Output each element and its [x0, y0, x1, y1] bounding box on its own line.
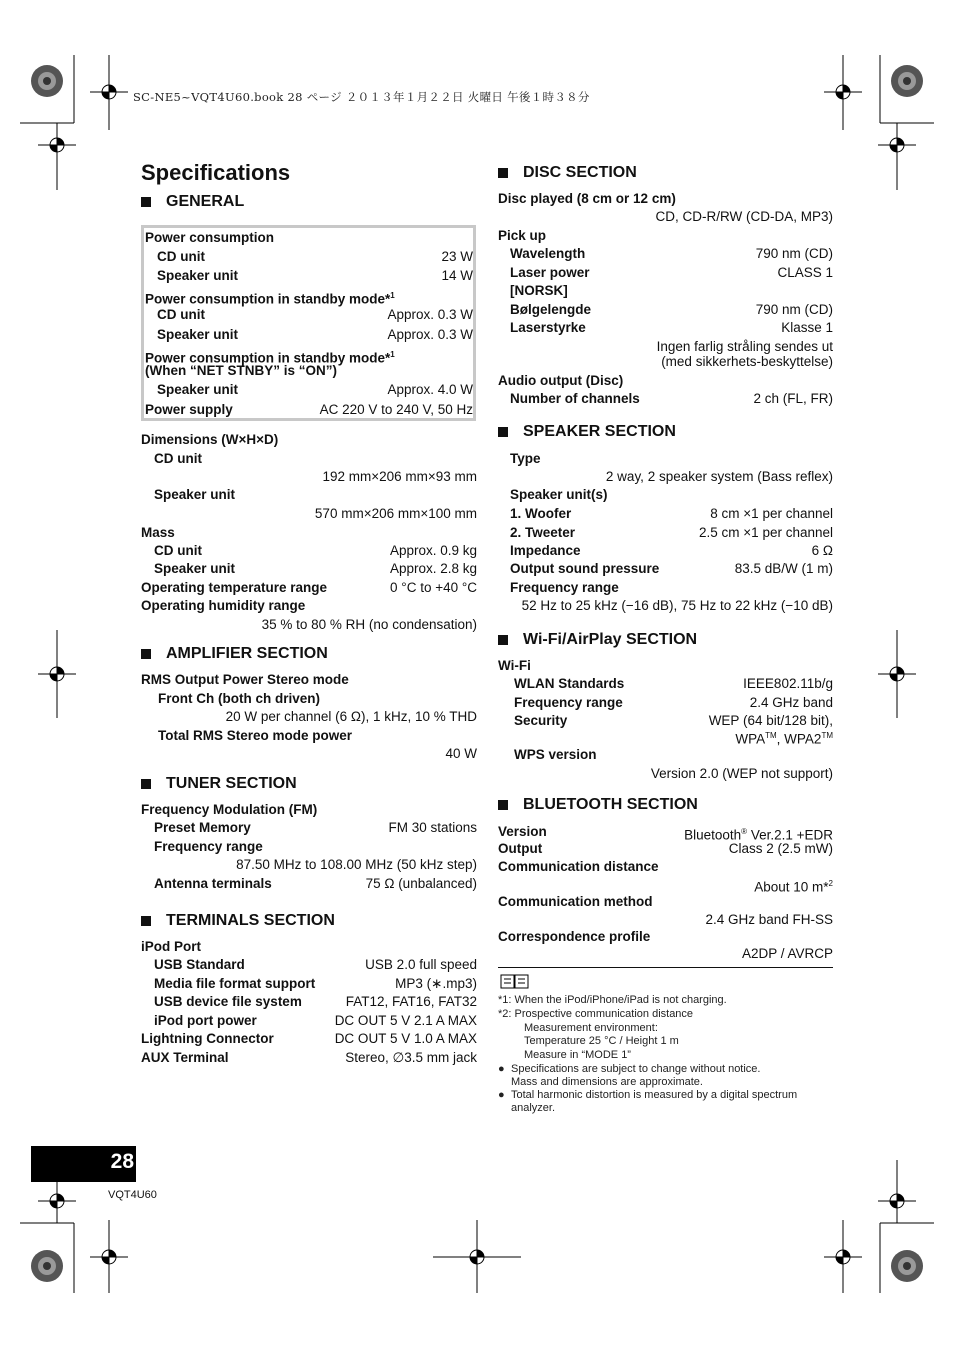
disc-played-label: Disc played (8 cm or 12 cm) [498, 191, 676, 206]
speaker-heading: SPEAKER SECTION [498, 423, 676, 441]
square-bullet-icon [141, 197, 151, 207]
doc-code: VQT4U60 [108, 1189, 157, 1201]
amplifier-heading: AMPLIFIER SECTION [141, 645, 328, 663]
square-bullet-icon [498, 635, 508, 645]
op-hum-value: 35 % to 80 % RH (no condensation) [261, 617, 477, 632]
bullet-icon: ● [498, 1089, 505, 1101]
power-supply-value: AC 220 V to 240 V, 50 Hz [319, 402, 473, 417]
media-value: MP3 (∗.mp3) [395, 976, 477, 991]
speaker-freq-value: 52 Hz to 25 kHz (−16 dB), 75 Hz to 22 kHz (−10 dB) [521, 598, 833, 613]
wlan-value: IEEE802.11b/g [743, 676, 833, 691]
security-value-1: WEP (64 bit/128 bit), [708, 713, 833, 728]
mass-cd-label: CD unit [154, 543, 202, 558]
method-value: 2.4 GHz band FH-SS [705, 912, 833, 927]
channels-label: Number of channels [510, 391, 640, 406]
bullet-note-1a: Specifications are subject to change without notice. [511, 1063, 761, 1075]
wavelength-value: 790 nm (CD) [755, 246, 833, 261]
norsk-label: [NORSK] [510, 283, 568, 298]
dimensions-label: Dimensions (W×H×D) [141, 432, 279, 447]
note-4: Temperature 25 °C / Height 1 m [524, 1035, 679, 1047]
aux-label: AUX Terminal [141, 1050, 229, 1065]
tweeter-value: 2.5 cm ×1 per channel [699, 525, 833, 540]
cd-unit-label-2: CD unit [157, 307, 205, 322]
aux-value: Stereo, ∅3.5 mm jack [345, 1050, 477, 1065]
osp-label: Output sound pressure [510, 561, 660, 576]
square-bullet-icon [498, 427, 508, 437]
preset-label: Preset Memory [154, 820, 251, 835]
disc-played-value: CD, CD-R/RW (CD-DA, MP3) [655, 209, 833, 224]
ingen-line-1: Ingen farlig stråling sendes ut [656, 339, 833, 354]
media-label: Media file format support [154, 976, 316, 991]
bullet-note-2b: analyzer. [511, 1102, 556, 1114]
dim-speaker-value: 570 mm×206 mm×100 mm [314, 506, 477, 521]
impedance-label: Impedance [510, 543, 581, 558]
antenna-value: 75 Ω (unbalanced) [365, 876, 477, 891]
woofer-label: 1. Woofer [510, 506, 572, 521]
power-consumption-label: Power consumption [145, 230, 275, 245]
ipod-port-label: iPod Port [141, 939, 201, 954]
method-label: Communication method [498, 894, 653, 909]
osp-value: 83.5 dB/W (1 m) [734, 561, 833, 576]
security-label: Security [514, 713, 568, 728]
usb-fs-label: USB device file system [154, 994, 302, 1009]
power-supply-label: Power supply [145, 402, 233, 417]
bluetooth-heading: BLUETOOTH SECTION [498, 796, 698, 814]
speaker-freq-label: Frequency range [510, 580, 619, 595]
op-temp-value: 0 °C to +40 °C [390, 580, 477, 595]
laser-label: Laser power [510, 265, 590, 280]
usb-fs-value: FAT12, FAT16, FAT32 [345, 994, 477, 1009]
speaker-unit-value: 14 W [441, 268, 473, 283]
square-bullet-icon [498, 800, 508, 810]
ipod-power-value: DC OUT 5 V 2.1 A MAX [334, 1013, 477, 1028]
note-3: Measurement environment: [524, 1022, 658, 1034]
note-2: *2: Prospective communication distance [498, 1008, 694, 1020]
speaker-unit-label-2: Speaker unit [157, 327, 239, 342]
pickup-label: Pick up [498, 228, 547, 243]
distance-value: About 10 m*$^2$ [754, 879, 833, 895]
cd-unit-label: CD unit [157, 249, 205, 264]
output-label: Output [498, 841, 543, 856]
square-bullet-icon [498, 168, 508, 178]
wifi-heading: Wi-Fi/AirPlay SECTION [498, 631, 697, 649]
ingen-line-2: (med sikkerhets-beskyttelse) [661, 354, 833, 369]
laser-value: CLASS 1 [777, 265, 833, 280]
laserstyrke-value: Klasse 1 [781, 320, 833, 335]
tweeter-label: 2. Tweeter [510, 525, 576, 540]
wlan-label: WLAN Standards [514, 676, 625, 691]
book-icon [500, 974, 530, 990]
usb-std-value: USB 2.0 full speed [365, 957, 477, 972]
front-ch-value: 20 W per channel (6 Ω), 1 kHz, 10 % THD [225, 709, 477, 724]
square-bullet-icon [141, 779, 151, 789]
dim-cd-value: 192 mm×206 mm×93 mm [322, 469, 477, 484]
page-number: 28 [110, 1150, 134, 1173]
square-bullet-icon [141, 916, 151, 926]
speaker-unit-net-value: Approx. 4.0 W [387, 382, 473, 397]
version-value: Bluetooth® Ver.2.1 +EDR [684, 827, 833, 843]
total-rms-label: Total RMS Stereo mode power [158, 728, 353, 743]
cd-unit-value: 23 W [441, 249, 473, 264]
wifi-label: Wi-Fi [498, 658, 531, 673]
version-label: Version [498, 824, 547, 839]
terminals-heading: TERMINALS SECTION [141, 912, 335, 930]
antenna-label: Antenna terminals [154, 876, 272, 891]
net-stnby-label: (When “NET STNBY” is “ON”) [145, 363, 337, 378]
standby-label: Power consumption in standby mode*$^1$ [145, 291, 395, 307]
mass-speaker-value: Approx. 2.8 kg [389, 561, 477, 576]
mass-cd-value: Approx. 0.9 kg [389, 543, 477, 558]
notes-divider [498, 967, 833, 968]
note-5: Measure in “MODE 1” [524, 1049, 631, 1061]
bullet-icon: ● [498, 1063, 505, 1075]
square-bullet-icon [141, 649, 151, 659]
channels-value: 2 ch (FL, FR) [753, 391, 833, 406]
total-rms-value: 40 W [445, 746, 477, 761]
speaker-unit-label: Speaker unit [157, 268, 239, 283]
mass-label: Mass [141, 525, 175, 540]
bolge-label: Bølgelengde [510, 302, 592, 317]
laserstyrke-label: Laserstyrke [510, 320, 586, 335]
preset-value: FM 30 stations [388, 820, 477, 835]
tuner-freq-value: 87.50 MHz to 108.00 MHz (50 kHz step) [236, 857, 477, 872]
wifi-freq-label: Frequency range [514, 695, 623, 710]
profile-label: Correspondence profile [498, 929, 651, 944]
woofer-value: 8 cm ×1 per channel [710, 506, 833, 521]
wps-value: Version 2.0 (WEP not support) [650, 766, 833, 781]
wps-label: WPS version [514, 747, 597, 762]
dim-speaker-label: Speaker unit [154, 487, 236, 502]
note-1: *1: When the iPod/iPhone/iPad is not charging. [498, 994, 727, 1006]
ipod-power-label: iPod port power [154, 1013, 257, 1028]
speaker-unit-standby-value: Approx. 0.3 W [387, 327, 473, 342]
page-title: Specifications [141, 160, 291, 185]
type-label: Type [510, 451, 541, 466]
disc-heading: DISC SECTION [498, 164, 637, 182]
speaker-unit-label-3: Speaker unit [157, 382, 239, 397]
bolge-value: 790 nm (CD) [755, 302, 833, 317]
speaker-units-label: Speaker unit(s) [510, 487, 608, 502]
fm-label: Frequency Modulation (FM) [141, 802, 318, 817]
op-temp-label: Operating temperature range [141, 580, 328, 595]
mass-speaker-label: Speaker unit [154, 561, 236, 576]
tuner-heading: TUNER SECTION [141, 775, 297, 793]
type-value: 2 way, 2 speaker system (Bass reflex) [605, 469, 833, 484]
usb-std-label: USB Standard [154, 957, 245, 972]
standby-net-label: Power consumption in standby mode*$^1$ [145, 350, 395, 366]
audio-output-label: Audio output (Disc) [498, 373, 624, 388]
impedance-value: 6 Ω [811, 543, 833, 558]
op-hum-label: Operating humidity range [141, 598, 306, 613]
security-value-2: WPA™, WPA2™ [735, 731, 833, 747]
wifi-freq-value: 2.4 GHz band [749, 695, 833, 710]
wavelength-label: Wavelength [510, 246, 586, 261]
cd-unit-standby-value: Approx. 0.3 W [387, 307, 473, 322]
dim-cd-label: CD unit [154, 451, 202, 466]
general-heading: GENERAL [141, 193, 244, 211]
book-header: SC-NE5~VQT4U60.book 28 ページ ２０１３年１月２２日 火曜日 午後１時３８分 [133, 90, 590, 104]
distance-label: Communication distance [498, 859, 659, 874]
lightning-label: Lightning Connector [141, 1031, 274, 1046]
bullet-note-2a: Total harmonic distortion is measured by a digital spectrum [511, 1089, 798, 1101]
bullet-note-1b: Mass and dimensions are approximate. [511, 1076, 703, 1088]
lightning-value: DC OUT 5 V 1.0 A MAX [334, 1031, 477, 1046]
rms-label: RMS Output Power Stereo mode [141, 672, 349, 687]
front-ch-label: Front Ch (both ch driven) [158, 691, 320, 706]
profile-value: A2DP / AVRCP [741, 946, 833, 961]
output-value: Class 2 (2.5 mW) [728, 841, 833, 856]
tuner-freq-label: Frequency range [154, 839, 263, 854]
